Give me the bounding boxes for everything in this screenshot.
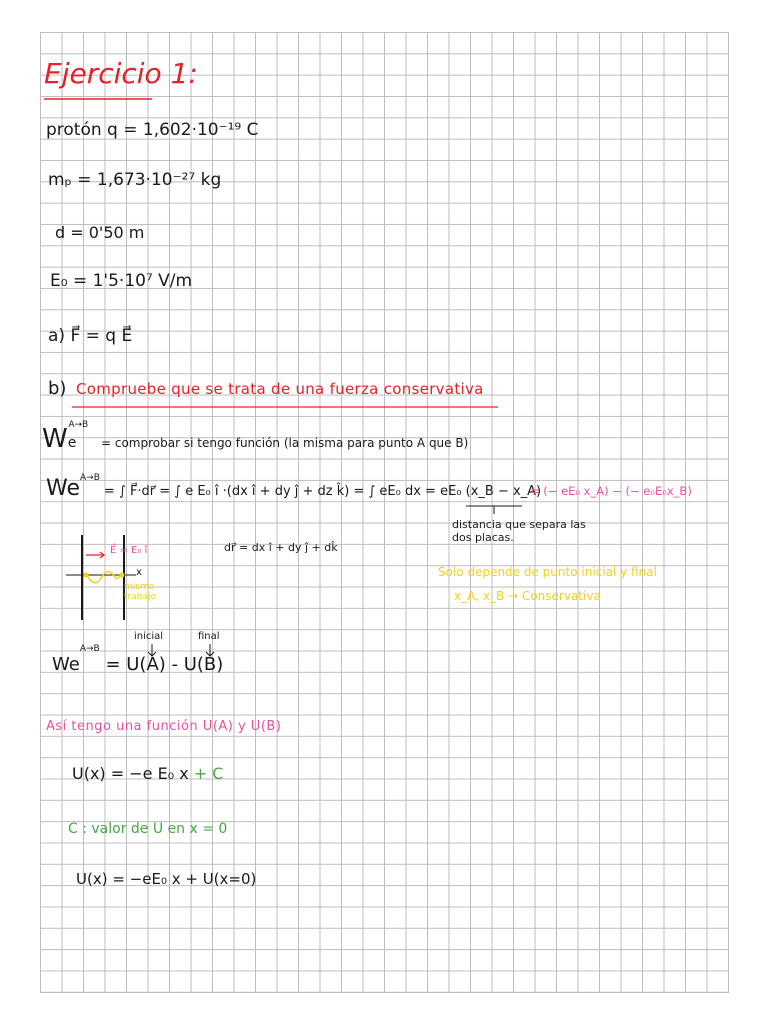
mismo-trabajo-note: mismo trabajo — [124, 582, 156, 602]
part-b-statement: Compruebe que se trata de una fuerza conservativa — [76, 380, 484, 398]
field-label: E⃗ = E₀ î — [110, 545, 148, 556]
title-underline — [44, 96, 154, 102]
distancia-brace — [464, 504, 524, 516]
work-3-sup: A→B — [79, 644, 100, 654]
part-b-underline — [72, 404, 502, 410]
work-2-pink-result: = (− eE₀ x_A) − (− e₀E₀x_B) — [530, 484, 692, 498]
distancia-note: distancia que separa las dos placas. — [452, 518, 586, 544]
work-2-sup: A→B — [80, 472, 100, 483]
work-3-rhs: = U(A) - U(B) — [105, 654, 224, 675]
yellow-note-line-1: Solo depende de punto inicial y final — [438, 565, 657, 579]
axis-label: x — [136, 567, 142, 578]
work-symbol: W — [42, 424, 68, 454]
yellow-note-line-2: x_A, x_B → Conservativa — [454, 589, 601, 603]
potential-line-2: U(x) = −eE₀ x + U(x=0) — [76, 870, 257, 888]
work-2-lhs: We — [46, 476, 80, 501]
proton-charge-line: protón q = 1,602·10⁻¹⁹ C — [46, 120, 259, 140]
potential-1-constant: + C — [193, 764, 224, 783]
dr-line: dr⃗ = dx î + dy ĵ + dk̂ — [224, 541, 338, 554]
proton-mass-line: mₚ = 1,673·10⁻²⁷ kg — [48, 170, 222, 190]
work-sub: e — [67, 435, 77, 451]
work-sup: A→B — [68, 420, 89, 430]
part-b-label: b) — [48, 378, 67, 399]
work-1-rhs: = comprobar si tengo función (la misma para punto A que B) — [101, 436, 469, 450]
distance-line: d = 0'50 m — [55, 223, 145, 242]
function-note: Así tengo una función U(A) y U(B) — [46, 719, 282, 734]
inicial-label: inicial — [134, 631, 164, 642]
part-a: a) F⃗ = q E⃗ — [48, 326, 133, 346]
constant-definition: C : valor de U en x = 0 — [68, 821, 228, 837]
potential-line-1 — [72, 766, 223, 782]
potential-1-main: U(x) = −e E₀ x — [72, 764, 189, 783]
work-3-lhs: We — [52, 654, 80, 675]
work-2-rhs: = ∫ F⃗·dr⃗ = ∫ e E₀ î ·(dx î + dy ĵ + dz k̂) = ∫ eE₀ dx = eE₀ (x_B − x_A) — [104, 484, 542, 499]
exercise-title: Ejercicio 1: — [44, 57, 198, 90]
field-line: E₀ = 1'5·10⁷ V/m — [50, 271, 193, 291]
final-label: final — [198, 631, 220, 642]
